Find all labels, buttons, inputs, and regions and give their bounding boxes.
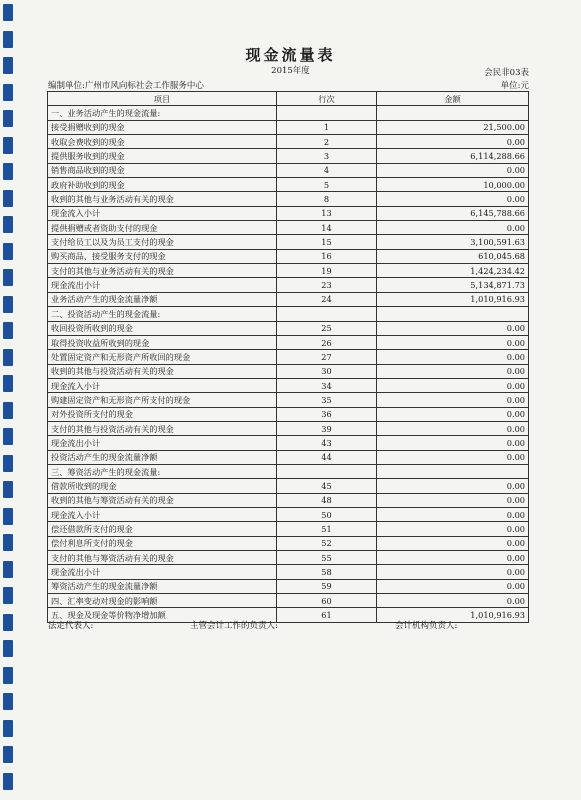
- document-title: 现金流量表: [245, 46, 336, 64]
- table-row: [48, 163, 529, 177]
- row-item: 支付的其他与投资活动有关的现金: [48, 421, 277, 435]
- row-item: 接受捐赠收到的现金: [48, 120, 277, 134]
- row-amount: 0.00: [377, 378, 529, 392]
- row-amount: 0.00: [377, 522, 529, 536]
- accounting-dept-head-label: 会计机构负责人:: [395, 621, 458, 631]
- row-item: 业务活动产生的现金流量净额: [48, 292, 277, 306]
- row-line-number: 5: [277, 178, 377, 192]
- binding-ring: [3, 190, 13, 207]
- table-row: [48, 264, 529, 278]
- row-amount: 0.00: [377, 421, 529, 435]
- row-line-number: 34: [277, 378, 377, 392]
- row-item: 支付的其他与业务活动有关的现金: [48, 264, 277, 278]
- row-amount: 6,145,788.66: [377, 206, 529, 220]
- binding-ring: [3, 481, 13, 498]
- binding-ring: [3, 269, 13, 286]
- row-line-number: 48: [277, 493, 377, 507]
- reporting-entity: 编制单位:广州市风向标社会工作服务中心: [48, 81, 204, 91]
- row-item: 销售商品收到的现金: [48, 163, 277, 177]
- table-row: [48, 120, 529, 134]
- row-amount: 1,424,234.42: [377, 264, 529, 278]
- row-amount: 0.00: [377, 135, 529, 149]
- binding-ring: [3, 561, 13, 578]
- row-item: 收到的其他与业务活动有关的现金: [48, 192, 277, 206]
- table-row: [48, 149, 529, 163]
- row-line-number: 16: [277, 249, 377, 263]
- row-item: 收取会费收到的现金: [48, 135, 277, 149]
- row-line-number: 24: [277, 292, 377, 306]
- row-line-number: 13: [277, 206, 377, 220]
- row-amount: 0.00: [377, 536, 529, 550]
- row-amount: 0.00: [377, 321, 529, 335]
- row-line-number: 2: [277, 135, 377, 149]
- table-row: [48, 335, 529, 349]
- binding-ring: [3, 508, 13, 525]
- row-amount: 1,010,916.93: [377, 608, 529, 622]
- row-item: 偿付利息所支付的现金: [48, 536, 277, 550]
- cash-flow-table: [47, 91, 529, 623]
- table-row: [48, 493, 529, 507]
- row-line-number: 44: [277, 450, 377, 464]
- row-amount: 0.00: [377, 551, 529, 565]
- binding-ring: [3, 667, 13, 684]
- row-line-number: 27: [277, 350, 377, 364]
- currency-unit: 单位:元: [500, 81, 529, 91]
- binding-ring: [3, 614, 13, 631]
- row-line-number: 39: [277, 421, 377, 435]
- row-item: 五、现金及现金等价物净增加额: [48, 608, 277, 622]
- column-header-amount: 金额: [377, 92, 529, 106]
- row-item: 一、业务活动产生的现金流量:: [48, 106, 277, 120]
- row-line-number: [277, 307, 377, 321]
- row-line-number: 26: [277, 335, 377, 349]
- row-line-number: 23: [277, 278, 377, 292]
- row-line-number: 60: [277, 594, 377, 608]
- row-item: 取得投资收益所收到的现金: [48, 335, 277, 349]
- table-row: [48, 522, 529, 536]
- table-row: [48, 393, 529, 407]
- row-line-number: 19: [277, 264, 377, 278]
- table-row: [48, 407, 529, 421]
- row-item: 二、投资活动产生的现金流量:: [48, 307, 277, 321]
- table-row: [48, 464, 529, 478]
- row-item: 现金流入小计: [48, 507, 277, 521]
- row-item: 现金流出小计: [48, 436, 277, 450]
- row-item: 政府补助收到的现金: [48, 178, 277, 192]
- row-amount: 3,100,591.63: [377, 235, 529, 249]
- accounting-head-label: 主管会计工作的负责人:: [190, 621, 278, 631]
- row-amount: 0.00: [377, 364, 529, 378]
- row-line-number: 30: [277, 364, 377, 378]
- binding-ring: [3, 110, 13, 127]
- row-amount: [377, 464, 529, 478]
- binding-ring: [3, 296, 13, 313]
- row-item: 筹资活动产生的现金流量净额: [48, 579, 277, 593]
- row-amount: 0.00: [377, 350, 529, 364]
- table-row: [48, 551, 529, 565]
- row-line-number: 8: [277, 192, 377, 206]
- row-amount: 0.00: [377, 565, 529, 579]
- table-row: [48, 436, 529, 450]
- row-amount: 0.00: [377, 221, 529, 235]
- row-amount: 1,010,916.93: [377, 292, 529, 306]
- row-amount: 0.00: [377, 507, 529, 521]
- table-row: [48, 249, 529, 263]
- binding-ring: [3, 375, 13, 392]
- row-item: 支付的其他与筹资活动有关的现金: [48, 551, 277, 565]
- row-line-number: 36: [277, 407, 377, 421]
- row-item: 处置固定资产和无形资产所收回的现金: [48, 350, 277, 364]
- binding-ring: [3, 693, 13, 710]
- row-line-number: [277, 464, 377, 478]
- binding-ring: [3, 137, 13, 154]
- row-item: 现金流出小计: [48, 565, 277, 579]
- row-line-number: 25: [277, 321, 377, 335]
- row-item: 借款所收到的现金: [48, 479, 277, 493]
- row-item: 收到的其他与投资活动有关的现金: [48, 364, 277, 378]
- binding-ring: [3, 773, 13, 790]
- row-line-number: 15: [277, 235, 377, 249]
- row-amount: 610,045.68: [377, 249, 529, 263]
- row-line-number: 51: [277, 522, 377, 536]
- legal-representative-label: 法定代表人:: [48, 621, 94, 631]
- table-row: [48, 450, 529, 464]
- row-amount: 0.00: [377, 192, 529, 206]
- binding-ring: [3, 243, 13, 260]
- row-item: 收回投资所收到的现金: [48, 321, 277, 335]
- row-line-number: 43: [277, 436, 377, 450]
- table-row: [48, 565, 529, 579]
- row-amount: 0.00: [377, 163, 529, 177]
- row-line-number: 59: [277, 579, 377, 593]
- row-amount: [377, 106, 529, 120]
- row-amount: 0.00: [377, 579, 529, 593]
- table-row: [48, 364, 529, 378]
- row-amount: 0.00: [377, 450, 529, 464]
- row-amount: 0.00: [377, 493, 529, 507]
- form-number: 会民非03表: [484, 68, 529, 78]
- row-item: 购建固定资产和无形资产所支付的现金: [48, 393, 277, 407]
- row-line-number: 45: [277, 479, 377, 493]
- row-line-number: 61: [277, 608, 377, 622]
- table-row: [48, 536, 529, 550]
- row-line-number: 4: [277, 163, 377, 177]
- table-row: [48, 350, 529, 364]
- binding-ring: [3, 720, 13, 737]
- report-year: 2015年度: [271, 66, 310, 76]
- row-item: 现金流入小计: [48, 378, 277, 392]
- table-row: [48, 221, 529, 235]
- binding-ring: [3, 216, 13, 233]
- row-item: 对外投资所支付的现金: [48, 407, 277, 421]
- row-amount: 0.00: [377, 594, 529, 608]
- table-row: [48, 378, 529, 392]
- row-amount: [377, 307, 529, 321]
- table-row: [48, 292, 529, 306]
- table-row: [48, 235, 529, 249]
- table-row: [48, 307, 529, 321]
- row-line-number: 1: [277, 120, 377, 134]
- row-line-number: 14: [277, 221, 377, 235]
- row-amount: 10,000.00: [377, 178, 529, 192]
- row-line-number: 3: [277, 149, 377, 163]
- binding-ring: [3, 322, 13, 339]
- table-row: [48, 479, 529, 493]
- row-line-number: 58: [277, 565, 377, 579]
- row-amount: 0.00: [377, 436, 529, 450]
- row-item: 现金流出小计: [48, 278, 277, 292]
- row-amount: 5,134,871.73: [377, 278, 529, 292]
- row-item: 投资活动产生的现金流量净额: [48, 450, 277, 464]
- table-row: [48, 321, 529, 335]
- binding-ring: [3, 746, 13, 763]
- binding-ring: [3, 4, 13, 21]
- row-amount: 0.00: [377, 335, 529, 349]
- row-amount: 21,500.00: [377, 120, 529, 134]
- table-row: [48, 278, 529, 292]
- row-item: 收到的其他与筹资活动有关的现金: [48, 493, 277, 507]
- row-amount: 6,114,288.66: [377, 149, 529, 163]
- binding-ring: [3, 640, 13, 657]
- table-header-row: [48, 92, 529, 106]
- binding-ring: [3, 455, 13, 472]
- row-item: 提供服务收到的现金: [48, 149, 277, 163]
- table-row: [48, 507, 529, 521]
- table-row: [48, 206, 529, 220]
- row-amount: 0.00: [377, 393, 529, 407]
- row-item: 三、筹资活动产生的现金流量:: [48, 464, 277, 478]
- row-item: 现金流入小计: [48, 206, 277, 220]
- binding-ring: [3, 402, 13, 419]
- row-line-number: 52: [277, 536, 377, 550]
- row-line-number: 50: [277, 507, 377, 521]
- binding-ring: [3, 349, 13, 366]
- binding-ring: [3, 534, 13, 551]
- column-header-item: 项目: [48, 92, 277, 106]
- row-amount: 0.00: [377, 407, 529, 421]
- table-row: [48, 579, 529, 593]
- column-header-line: 行次: [277, 92, 377, 106]
- table-row: [48, 594, 529, 608]
- row-item: 购买商品、接受服务支付的现金: [48, 249, 277, 263]
- spiral-binding: [0, 0, 18, 800]
- table-row: [48, 192, 529, 206]
- row-item: 支付给员工以及为员工支付的现金: [48, 235, 277, 249]
- binding-ring: [3, 163, 13, 180]
- binding-ring: [3, 428, 13, 445]
- row-item: 偿还借款所支付的现金: [48, 522, 277, 536]
- row-amount: 0.00: [377, 479, 529, 493]
- row-line-number: [277, 106, 377, 120]
- table-row: [48, 106, 529, 120]
- table-row: [48, 178, 529, 192]
- row-line-number: 55: [277, 551, 377, 565]
- row-item: 四、汇率变动对现金的影响额: [48, 594, 277, 608]
- table-row: [48, 421, 529, 435]
- binding-ring: [3, 84, 13, 101]
- binding-ring: [3, 587, 13, 604]
- row-item: 提供捐赠或者资助支付的现金: [48, 221, 277, 235]
- row-line-number: 35: [277, 393, 377, 407]
- table-row: [48, 135, 529, 149]
